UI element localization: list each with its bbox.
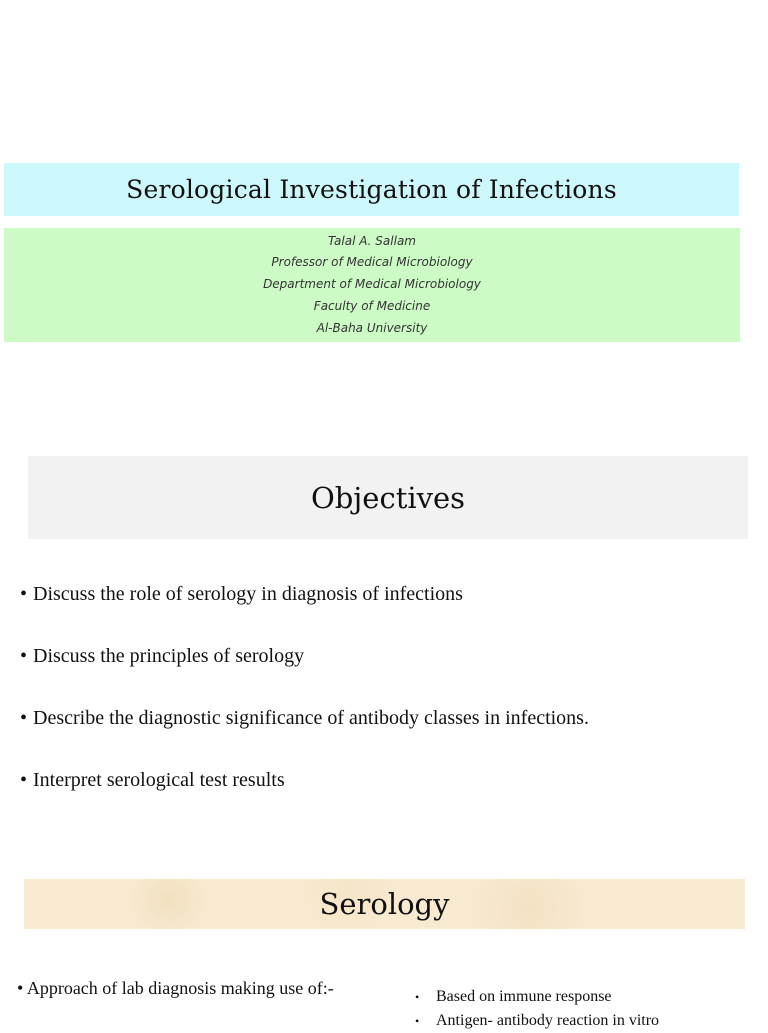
bullet-icon: • (415, 1014, 420, 1028)
author-faculty: Faculty of Medicine (313, 298, 431, 313)
bullet-icon: • (415, 990, 420, 1004)
bullet-icon: • (20, 645, 28, 667)
bullet-icon: • (20, 707, 28, 729)
author-university: Al-Baha University (316, 320, 428, 335)
author-name: Talal A. Sallam (327, 233, 416, 248)
list-item (20, 706, 760, 768)
serology-point-text: Based on immune response (436, 988, 612, 1005)
serology-heading: Serology (319, 887, 450, 921)
list-item (20, 644, 760, 706)
presentation-title: Serological Investigation of Infections (126, 175, 617, 204)
serology-left-text: Approach of lab diagnosis making use of:- (26, 978, 334, 998)
objective-text: Discuss the role of serology in diagnosis of infections (33, 583, 463, 605)
author-department: Department of Medical Microbiology (263, 277, 481, 292)
objectives-header (28, 456, 748, 539)
author-position: Professor of Medical Microbiology (271, 255, 473, 270)
title-banner (4, 163, 739, 216)
list-item (415, 1009, 659, 1033)
list-item (415, 985, 659, 1009)
objective-text: Discuss the principles of serology (33, 645, 305, 667)
objectives-heading: Objectives (310, 480, 466, 515)
serology-point-text: Antigen- antibody reaction in vitro (436, 1012, 660, 1029)
bullet-icon: • (20, 583, 28, 605)
objective-text: Describe the diagnostic significance of antibody classes in infections. (33, 707, 589, 729)
bullet-icon: • (20, 769, 28, 791)
serology-right-list (415, 985, 659, 1033)
objective-text: Interpret serological test results (33, 769, 285, 791)
bullet-icon: • (17, 978, 24, 998)
objectives-list (20, 582, 760, 830)
serology-header (24, 879, 745, 929)
list-item (20, 768, 760, 830)
author-info-box (4, 228, 740, 342)
serology-left-item (17, 978, 334, 999)
list-item (20, 582, 760, 644)
